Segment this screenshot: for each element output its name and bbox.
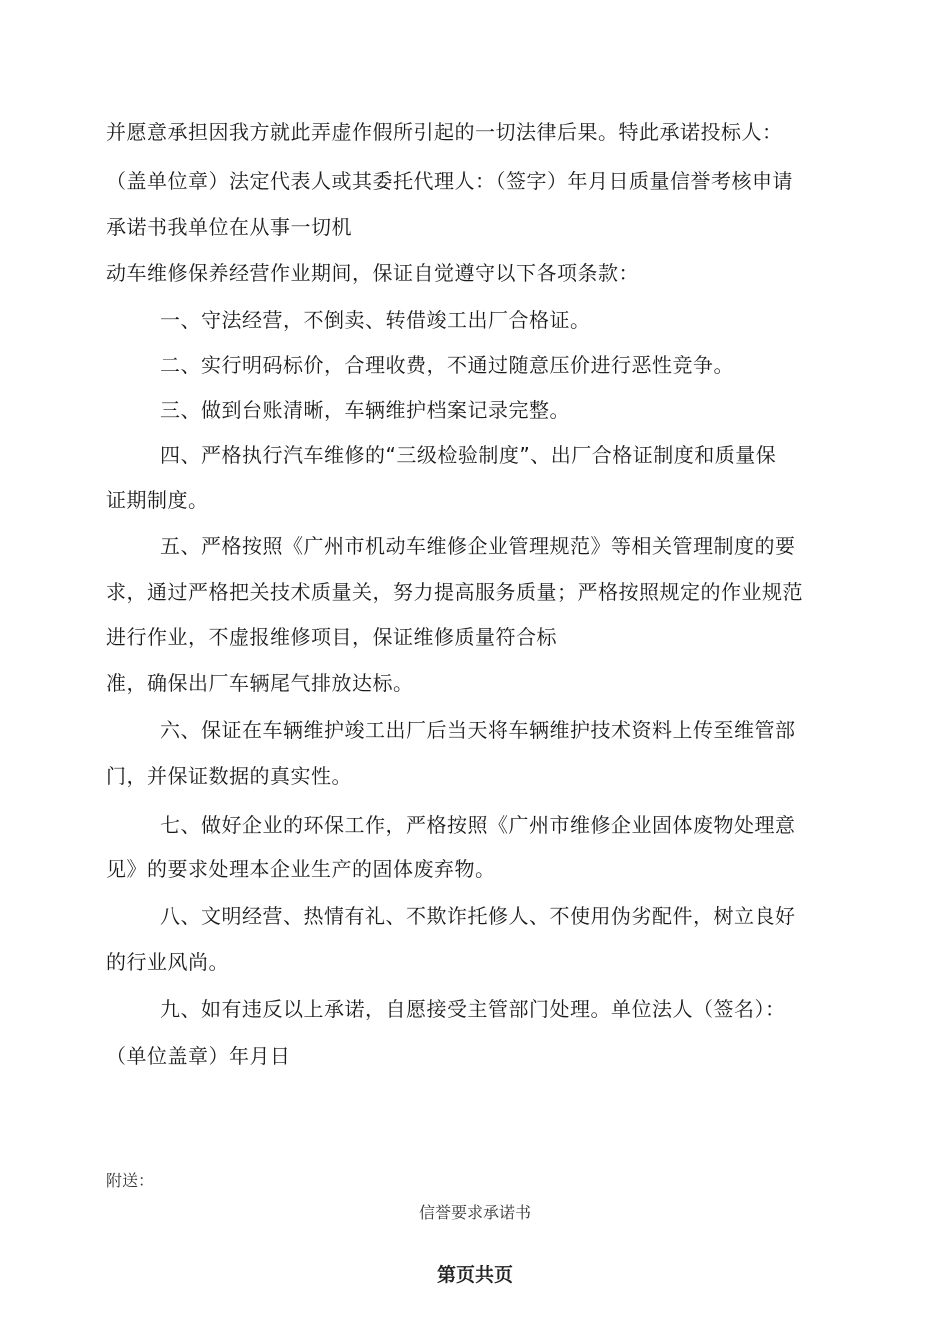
clause-5: 五、严格按照《广州市机动车维修企业管理规范》等相关管理制度的要 <box>160 534 796 558</box>
attachment-title: 信誉要求承诺书 <box>418 1203 531 1222</box>
clause-7-continued: 见》的要求处理本企业生产的固体废弃物。 <box>106 857 496 881</box>
clause-4: 四、严格执行汽车维修的“三级检验制度”、出厂合格证制度和质量保 <box>160 443 777 467</box>
body-line: （盖单位章）法定代表人或其委托代理人：（签字）年月日质量信誉考核申请 <box>106 169 793 193</box>
clause-8: 八、文明经营、热情有礼、不欺诈托修人、不使用伪劣配件，树立良好 <box>160 904 796 928</box>
clause-4-continued: 证期制度。 <box>106 488 209 512</box>
clause-5-continued: 准，确保出厂车辆尾气排放达标。 <box>106 671 414 695</box>
attachment-label: 附送： <box>106 1171 155 1190</box>
clause-6: 六、保证在车辆维护竣工出厂后当天将车辆维护技术资料上传至维管部 <box>160 718 796 742</box>
seal-date-line: （单位盖章）年月日 <box>106 1044 291 1068</box>
clause-3: 三、做到台账清晰，车辆维护档案记录完整。 <box>160 398 570 422</box>
clause-6-continued: 门，并保证数据的真实性。 <box>106 764 352 788</box>
clause-8-continued: 的行业风尚。 <box>106 950 229 974</box>
clause-7: 七、做好企业的环保工作，严格按照《广州市维修企业固体废物处理意 <box>160 813 796 837</box>
clause-5-continued: 进行作业，不虚报维修项目，保证维修质量符合标 <box>106 625 557 649</box>
body-line: 动车维修保养经营作业期间，保证自觉遵守以下各项条款： <box>106 261 639 285</box>
clause-2: 二、实行明码标价，合理收费，不通过随意压价进行恶性竞争。 <box>160 353 734 377</box>
clause-1: 一、守法经营，不倒卖、转借竣工出厂合格证。 <box>160 308 591 332</box>
body-line: 并愿意承担因我方就此弄虚作假所引起的一切法律后果。特此承诺投标人： <box>106 120 783 144</box>
body-line: 承诺书我单位在从事一切机 <box>106 215 352 239</box>
clause-9: 九、如有违反以上承诺，自愿接受主管部门处理。单位法人（签名）： <box>160 997 786 1021</box>
page-number: 第页共页 <box>436 1264 513 1286</box>
clause-5-continued: 求，通过严格把关技术质量关，努力提高服务质量；严格按照规定的作业规范 <box>106 580 803 604</box>
